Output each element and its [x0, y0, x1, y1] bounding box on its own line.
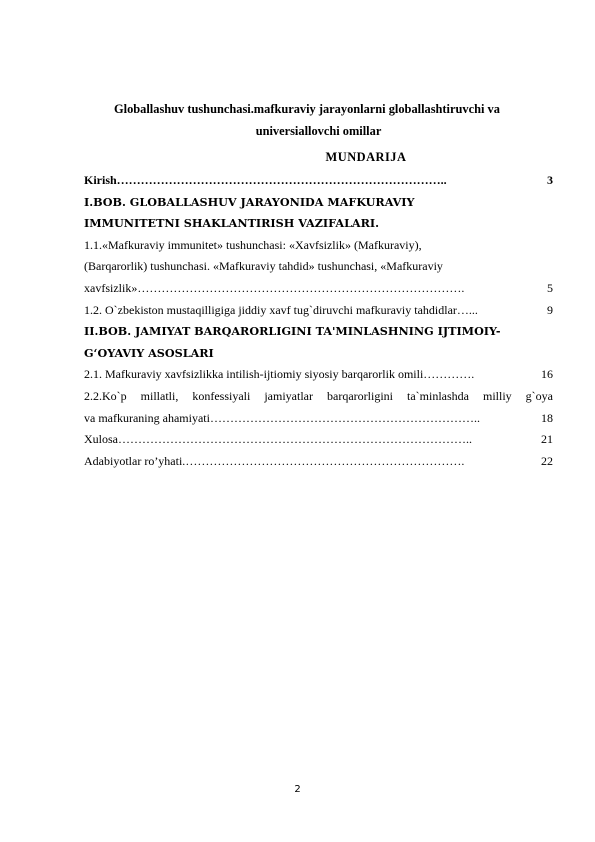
toc-entry-1-1-line-1[interactable]: 1.1.«Mafkuraviy immunitet» tushunchasi: «Xavfsizlik» (Mafkuraviy), [84, 237, 422, 252]
toc-entry-label: xavfsizlik» [84, 280, 138, 295]
page-number: 2 [294, 784, 301, 795]
toc-entry-page: 18 [541, 410, 553, 425]
document-title [84, 98, 553, 142]
toc-chapter-2-line-1[interactable]: II.BOB. JAMIYAT BARQARORLIGINI TA'MINLASHNING IJTIMOIY- [84, 324, 501, 339]
toc-entry-1-1-line-3[interactable] [84, 278, 553, 300]
toc-entry-page: 3 [547, 173, 553, 187]
toc-entry-leader: …... [456, 302, 478, 317]
toc-entry-2-1[interactable] [84, 364, 553, 386]
toc-entry-page: 9 [547, 302, 553, 317]
toc-entry-label: Adabiyotlar ro’yhati. [84, 453, 186, 468]
toc-entry-label: Kirish [84, 173, 117, 187]
toc-entry-leader: ……………………………………………………………………….. [116, 173, 447, 187]
toc-entry-leader: ……………………………………………………………. [185, 453, 465, 468]
toc-entry-leader: ………………………………………………………………………….. [130, 432, 472, 447]
toc-chapter-1-line-2[interactable]: IMMUNITETNI SHAKLANTIRISH VAZIFALARI. [84, 216, 380, 231]
toc-entry-2-2-line-2[interactable] [84, 408, 553, 430]
toc-entry-conclusion[interactable] [84, 429, 553, 451]
toc-entry-leader: ………………………………………………………….. [209, 410, 480, 425]
title-line-2: universiallovchi omillar [255, 124, 382, 138]
toc-entry-leader: …………. [423, 367, 475, 382]
toc-entry-intro[interactable] [84, 170, 553, 192]
toc-entry-page: 16 [541, 367, 553, 382]
toc-entry-label: va mafkuraning ahamiyati [84, 410, 210, 425]
toc-entry-label: 1.2. O`zbekiston mustaqilligiga jiddiy xavf tug`diruvchi mafkuraviy tahdidlar [84, 302, 457, 317]
toc-chapter-1-line-1[interactable]: I.BOB. GLOBALLASHUV JARAYONIDA MAFKURAVIY [84, 194, 415, 209]
toc-chapter-2-line-2[interactable]: G‘OYAVIY ASOSLARI [84, 345, 214, 360]
toc-entry-page: 5 [547, 280, 553, 295]
contents-heading: MUNDARIJA [325, 150, 407, 164]
toc-entry-2-2-line-1[interactable]: 2.2.Ko`p millatli, konfessiyali jamiyatlar barqarorligini ta`minlashda milliy g`oya [84, 388, 553, 403]
toc-entry-page: 21 [541, 432, 553, 447]
toc-entry-1-1-line-2[interactable]: (Barqarorlik) tushunchasi. «Mafkuraviy tahdid» tushunchasi, «Mafkuraviy [84, 259, 443, 274]
toc-entry-references[interactable] [84, 451, 553, 473]
toc-entry-label: 2.1. Mafkuraviy xavfsizlikka intilish-ijtiomiy siyosiy barqarorlik omili [84, 367, 424, 382]
toc-entry-leader: ………………………………………………………………………. [137, 280, 465, 295]
toc-entry-label: Xulosa… [84, 432, 130, 447]
title-line-1: Globallashuv tushunchasi.mafkuraviy jarayonlarni globallashtiruvchi va [114, 102, 500, 116]
table-of-contents [84, 170, 553, 472]
toc-entry-1-2[interactable] [84, 300, 553, 322]
toc-entry-page: 22 [541, 453, 553, 468]
